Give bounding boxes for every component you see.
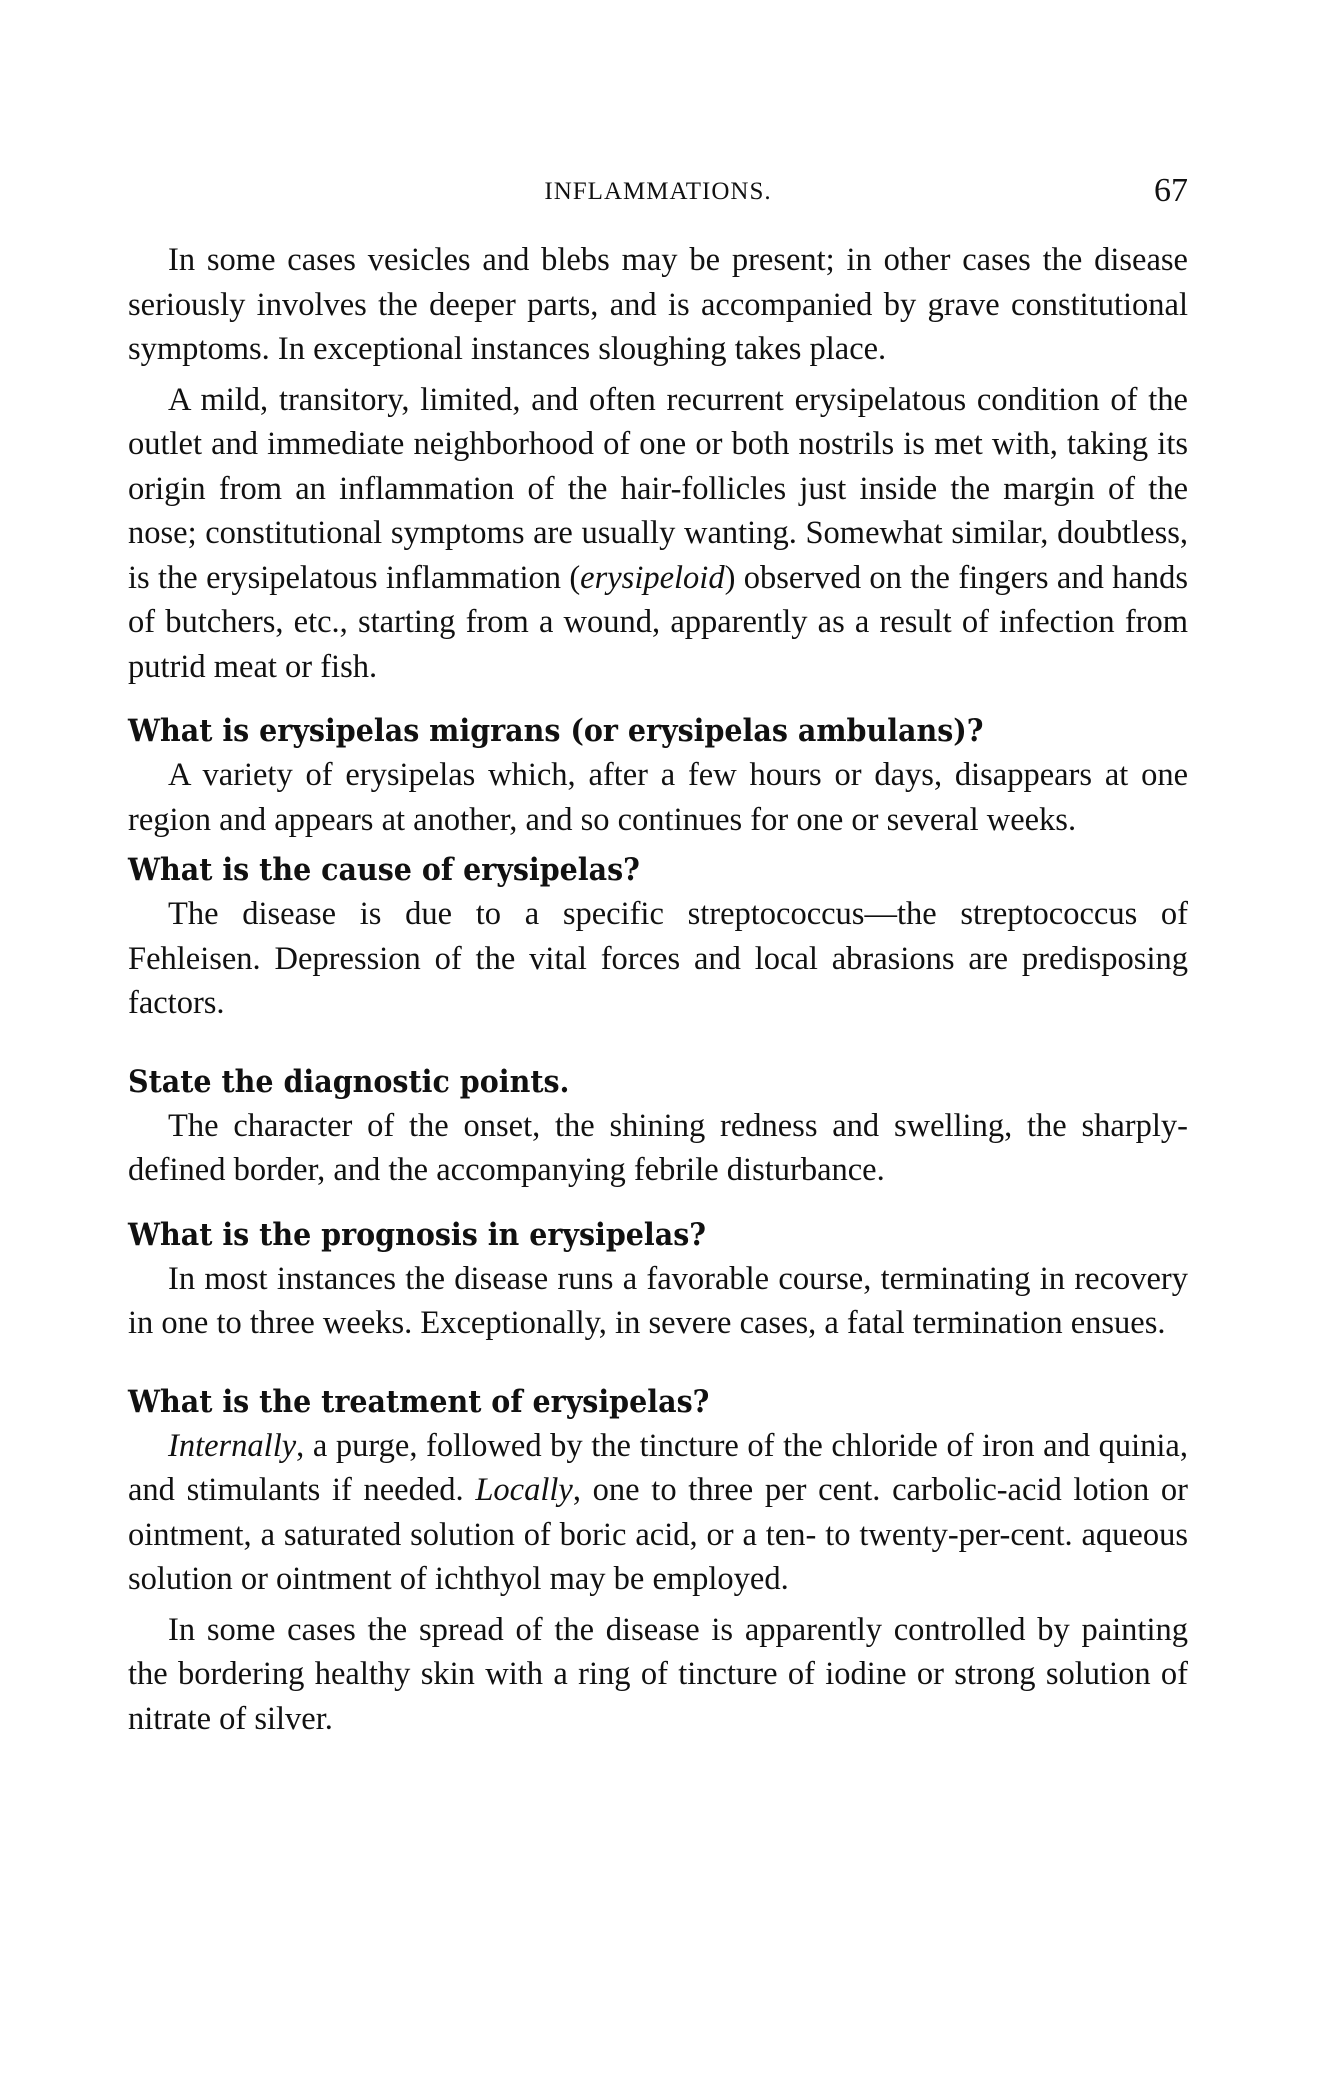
running-head	[128, 172, 1188, 218]
answer-treatment-2: In some cases the spread of the disease is apparently controlled by painting the bordering healthy skin with a ring of tincture of iodine or strong solution of nitrate of silver.	[128, 1611, 1188, 1737]
answer-treatment: Internally, a purge, followed by the tincture of the chloride of iron and quinia, and stimulants if needed. Locally, one to three per cent. carbolic-acid lotion or ointment, a saturated solution of boric acid, or a ten- to twenty-per-cent. aqueous solution or ointment of ichthyol may be employed.	[128, 1427, 1189, 1597]
question-heading-cause: What is the cause of erysipelas?	[128, 852, 640, 888]
question-heading-diagnostic: State the diagnostic points.	[128, 1063, 570, 1100]
answer-migrans: A variety of erysipelas which, after a few hours or days, disappears at one region and appears at another, and so continues for one or several weeks.	[128, 757, 1188, 838]
page-content	[128, 238, 1188, 1741]
running-title: INFLAMMATIONS.	[544, 178, 772, 205]
erysipeloid-term: erysipeloid	[580, 559, 725, 596]
question-heading-treatment: What is the treatment of erysipelas?	[128, 1383, 710, 1420]
answer-cause: The disease is due to a specific streptococcus—the streptococcus of Fehleisen. Depression of the vital forces and local abrasions are predisposing factors.	[128, 896, 1188, 1021]
intro-paragraph-1: In some cases vesicles and blebs may be present; in other cases the disease seriously involves the deeper parts, and is accompanied by grave constitutional symptoms. In exceptional instances sloughing takes place.	[128, 242, 1188, 367]
page-number: 67	[1154, 172, 1188, 209]
locally-term: Locally	[475, 1472, 573, 1508]
intro-paragraph-2: A mild, transitory, limited, and often recurrent erysipelatous condition of the outlet and immediate neighborhood of one or both nostrils is met with, taking its origin from an inflammation of the hair-follicles just inside the margin of the nose; constitutional symptoms are usually wanting. Somewhat similar, doubtless, is the erysipelatous inflammation (erysipeloid) observed on the fingers and hands of butchers, etc., starting from a wound, apparently as a result of infection from putrid meat or fish.	[128, 381, 1188, 685]
question-heading-prognosis: What is the prognosis in erysipelas?	[128, 1216, 707, 1253]
answer-prognosis: In most instances the disease runs a favorable course, terminating in recovery in one to three weeks. Exceptionally, in severe cases, a fatal termination ensues.	[128, 1260, 1188, 1341]
question-heading-migrans: What is erysipelas migrans (or erysipelas ambulans)?	[128, 713, 984, 749]
internally-term: Internally	[168, 1427, 297, 1464]
answer-diagnostic: The character of the onset, the shining redness and swelling, the sharply-defined border, and the accompanying febrile disturbance.	[128, 1107, 1188, 1188]
